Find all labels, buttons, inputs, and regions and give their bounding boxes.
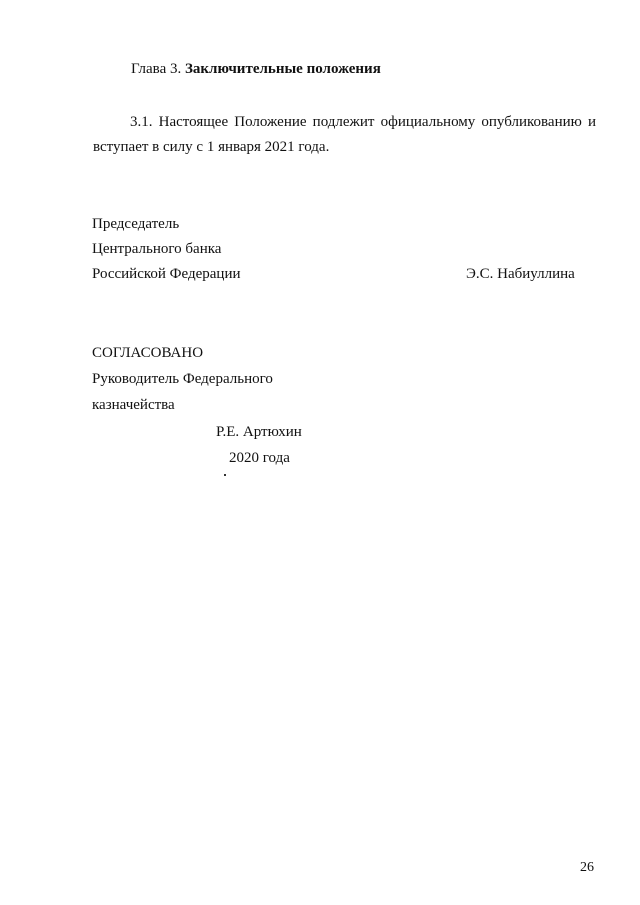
approval-line-2: казначейства <box>92 397 175 413</box>
approval-name: Р.Е. Артюхин <box>216 424 302 440</box>
chapter-prefix: Глава 3. <box>131 61 182 77</box>
paragraph-word: Положение <box>234 114 307 130</box>
signature-title-line-1: Председатель <box>92 216 180 232</box>
page-number: 26 <box>580 860 594 875</box>
paragraph-line-2: вступает в силу с 1 января 2021 года. <box>93 139 330 155</box>
signature-title-line-3: Российской Федерации <box>92 266 241 282</box>
paragraph-word: и <box>587 114 596 130</box>
approval-heading: СОГЛАСОВАНО <box>92 345 204 361</box>
paragraph-word: Настоящее <box>158 114 229 130</box>
paragraph-word: опубликованию <box>481 114 582 130</box>
paragraph-word: 3.1. <box>130 114 153 130</box>
approval-line-1: Руководитель Федерального <box>92 371 273 387</box>
chapter-heading <box>131 62 381 77</box>
paragraph-word: подлежит <box>312 114 375 130</box>
paragraph-word: официальному <box>380 114 476 130</box>
approval-date: 2020 года <box>229 450 290 466</box>
signature-title-line-2: Центрального банка <box>92 241 222 257</box>
date-placeholder-mark <box>224 474 226 476</box>
paragraph-line-1 <box>130 115 596 130</box>
chapter-title: Заключительные положения <box>184 61 381 77</box>
signatory-name: Э.С. Набиуллина <box>466 266 575 282</box>
